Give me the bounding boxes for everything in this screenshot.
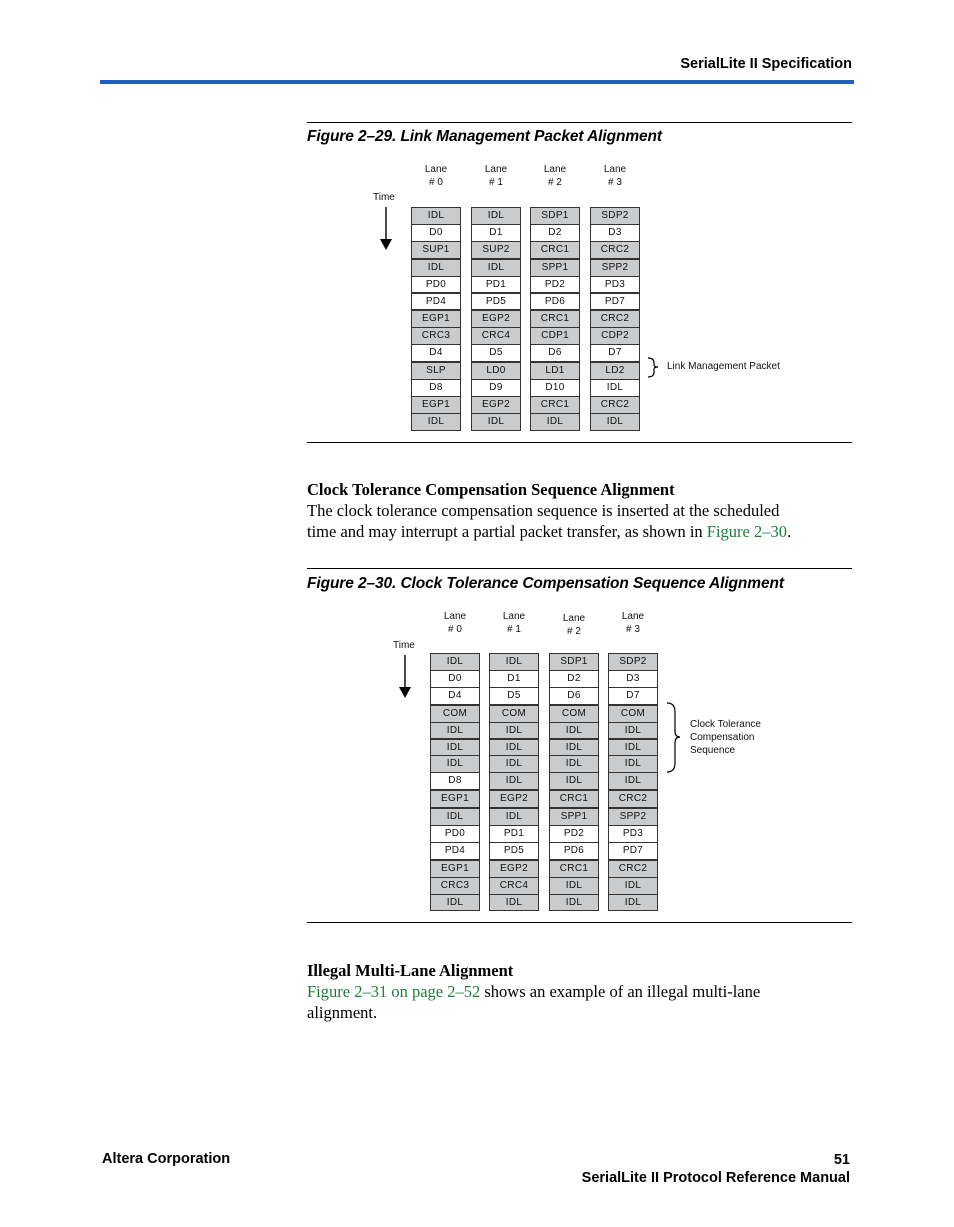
lane-cell: D10	[530, 379, 580, 397]
figure-2-30-link[interactable]: Figure 2–30	[706, 522, 788, 541]
lane-cell: LD2	[590, 362, 640, 380]
lane-cell: SPP1	[549, 808, 599, 826]
lane-cell: IDL	[489, 755, 539, 773]
lane-cell: D4	[411, 344, 461, 362]
lane-cell: CRC1	[549, 860, 599, 878]
lane-cell: D6	[549, 687, 599, 705]
lane-cell: D3	[608, 670, 658, 688]
lane-cell: IDL	[430, 755, 480, 773]
lane-cell: CRC2	[590, 241, 640, 259]
lane-cell: COM	[430, 705, 480, 723]
lane-cell: D7	[590, 344, 640, 362]
lane-label-number: # 2	[548, 177, 562, 188]
lane-label-number: # 3	[608, 177, 622, 188]
lane-cell: IDL	[471, 207, 521, 225]
lane-cell: D9	[471, 379, 521, 397]
lane-cell: IDL	[608, 755, 658, 773]
lane-label-word: Lane	[543, 164, 567, 175]
lane-cell: CRC3	[430, 877, 480, 895]
lane-cell: IDL	[549, 755, 599, 773]
lane-cell: EGP2	[471, 396, 521, 414]
figure1-caption: Figure 2–29. Link Management Packet Alignment	[307, 128, 662, 145]
lane-cell: D8	[411, 379, 461, 397]
lane-cell: D3	[590, 224, 640, 242]
figure1-annotation: Link Management Packet	[667, 361, 780, 372]
lane-cell: IDL	[590, 379, 640, 397]
lane-label-number: # 1	[507, 624, 521, 635]
lane-label	[425, 610, 485, 636]
figure2-time-arrow	[397, 653, 413, 699]
annotation-line: Clock Tolerance	[690, 719, 761, 730]
figure2-annotation	[690, 718, 761, 757]
lane-label-word: Lane	[603, 164, 627, 175]
lane-cell: SDP1	[549, 653, 599, 671]
lane-label-number: # 2	[567, 626, 581, 637]
lane-label-word: Lane	[424, 164, 448, 175]
lane-cell: D0	[430, 670, 480, 688]
lane-cell: IDL	[608, 772, 658, 790]
lane-label-number: # 0	[448, 624, 462, 635]
lane-cell: PD4	[430, 842, 480, 860]
annotation-line: Compensation	[690, 732, 755, 743]
lane-cell: IDL	[430, 653, 480, 671]
body-text: .	[787, 522, 792, 541]
lane-cell: SUP1	[411, 241, 461, 259]
figure2-time-label: Time	[393, 640, 415, 651]
lane-cell: IDL	[489, 722, 539, 740]
lane-cell: PD4	[411, 293, 461, 311]
lane-cell: PD1	[471, 276, 521, 294]
lane-cell: EGP1	[411, 310, 461, 328]
lane-cell: EGP1	[430, 860, 480, 878]
lane-cell: EGP1	[430, 790, 480, 808]
lane-cell: CDP1	[530, 327, 580, 345]
lane-cell: SLP	[411, 362, 461, 380]
body-text: time and may interrupt a partial packet transfer, as shown in	[307, 522, 707, 541]
lane-cell: CRC1	[549, 790, 599, 808]
lane-cell: CRC1	[530, 241, 580, 259]
lane-cell: IDL	[489, 739, 539, 757]
lane-cell: CDP2	[590, 327, 640, 345]
lane-cell: IDL	[471, 413, 521, 431]
lane-cell: SPP2	[608, 808, 658, 826]
lane-label-word: Lane	[621, 611, 645, 622]
lane-cell: CRC2	[590, 310, 640, 328]
lane-cell: COM	[489, 705, 539, 723]
lane-cell: EGP2	[489, 860, 539, 878]
lane-label	[544, 612, 604, 638]
figure-2-31-link[interactable]: Figure 2–31 on page 2–52	[307, 982, 481, 1001]
lane-cell: D6	[530, 344, 580, 362]
lane-cell: SUP2	[471, 241, 521, 259]
lane-cell: IDL	[608, 722, 658, 740]
lane-cell: CRC1	[530, 310, 580, 328]
lane-cell: SDP2	[608, 653, 658, 671]
lane-cell: PD6	[530, 293, 580, 311]
lane-cell: PD5	[489, 842, 539, 860]
footer-manual-title: SerialLite II Protocol Reference Manual	[581, 1170, 850, 1186]
lane-label	[484, 610, 544, 636]
lane-cell: SDP1	[530, 207, 580, 225]
lane-cell: COM	[608, 705, 658, 723]
lane-cell: EGP2	[471, 310, 521, 328]
lane-cell: CRC2	[590, 396, 640, 414]
lane-cell: CRC2	[608, 860, 658, 878]
lane-cell: EGP2	[489, 790, 539, 808]
lane-cell: CRC4	[471, 327, 521, 345]
lane-cell: IDL	[608, 877, 658, 895]
lane-cell: PD3	[590, 276, 640, 294]
lane-cell: SDP2	[590, 207, 640, 225]
figure1-time-label: Time	[373, 192, 395, 203]
body-line	[307, 981, 852, 1002]
lane-cell: IDL	[608, 894, 658, 912]
lane-cell: CRC2	[608, 790, 658, 808]
lane-cell: IDL	[430, 739, 480, 757]
lane-cell: IDL	[549, 894, 599, 912]
lane-cell: D5	[489, 687, 539, 705]
lane-cell: PD0	[430, 825, 480, 843]
lane-label-number: # 1	[489, 177, 503, 188]
lane-cell: D5	[471, 344, 521, 362]
lane-cell: IDL	[411, 207, 461, 225]
lane-cell: PD1	[489, 825, 539, 843]
lane-cell: IDL	[411, 413, 461, 431]
footer-right	[582, 1151, 850, 1187]
lane-cell: IDL	[430, 808, 480, 826]
lane-label-word: Lane	[443, 611, 467, 622]
lane-cell: COM	[549, 705, 599, 723]
lane-cell: PD7	[608, 842, 658, 860]
footer-company: Altera Corporation	[102, 1151, 231, 1167]
lane-cell: D8	[430, 772, 480, 790]
lane-cell: CRC4	[489, 877, 539, 895]
lane-cell: LD1	[530, 362, 580, 380]
lane-cell: IDL	[530, 413, 580, 431]
lane-cell: IDL	[549, 722, 599, 740]
lane-cell: D4	[430, 687, 480, 705]
lane-cell: IDL	[489, 653, 539, 671]
lane-label-number: # 0	[429, 177, 443, 188]
lane-cell: CRC1	[530, 396, 580, 414]
lane-label-word: Lane	[562, 613, 586, 624]
lane-cell: IDL	[590, 413, 640, 431]
lane-cell: IDL	[471, 259, 521, 277]
lane-cell: SPP1	[530, 259, 580, 277]
lane-cell: IDL	[489, 772, 539, 790]
lane-cell: D2	[549, 670, 599, 688]
lane-cell: D1	[471, 224, 521, 242]
lane-cell: D2	[530, 224, 580, 242]
lane-cell: IDL	[549, 772, 599, 790]
lane-label	[603, 610, 663, 636]
lane-cell: D1	[489, 670, 539, 688]
lane-cell: D7	[608, 687, 658, 705]
lane-cell: IDL	[549, 877, 599, 895]
body-text: shows an example of an illegal multi-lane	[480, 982, 761, 1001]
lane-cell: IDL	[489, 808, 539, 826]
section-heading-illegal: Illegal Multi-Lane Alignment	[307, 961, 514, 980]
lane-cell: PD6	[549, 842, 599, 860]
running-header: SerialLite II Specification	[680, 56, 852, 72]
section-body-illegal	[307, 981, 852, 1023]
annotation-line: Sequence	[690, 745, 736, 756]
lane-label-word: Lane	[484, 164, 508, 175]
lane-cell: CRC3	[411, 327, 461, 345]
lane-cell: PD2	[530, 276, 580, 294]
lane-label-word: Lane	[502, 611, 526, 622]
lane-cell: D0	[411, 224, 461, 242]
lane-cell: PD7	[590, 293, 640, 311]
lane-cell: PD3	[608, 825, 658, 843]
lane-cell: PD2	[549, 825, 599, 843]
lane-cell: LD0	[471, 362, 521, 380]
lane-cell: EGP1	[411, 396, 461, 414]
page-number: 51	[833, 1152, 850, 1168]
lane-cell: PD0	[411, 276, 461, 294]
lane-cell: IDL	[430, 722, 480, 740]
section-heading-ctc: Clock Tolerance Compensation Sequence Alignment	[307, 480, 675, 499]
body-line: The clock tolerance compensation sequence is inserted at the scheduled	[307, 501, 780, 520]
lane-label-number: # 3	[626, 624, 640, 635]
lane-cell: IDL	[489, 894, 539, 912]
figure2-bottom-rule	[307, 922, 852, 923]
body-line: alignment.	[307, 1003, 378, 1022]
lane-cell: IDL	[430, 894, 480, 912]
lane-cell: SPP2	[590, 259, 640, 277]
lane-cell: IDL	[608, 739, 658, 757]
figure2-caption: Figure 2–30. Clock Tolerance Compensation Sequence Alignment	[307, 575, 784, 592]
figure2-brace	[664, 702, 686, 774]
lane-cell: PD5	[471, 293, 521, 311]
lane-cell: IDL	[411, 259, 461, 277]
lane-cell: IDL	[549, 739, 599, 757]
